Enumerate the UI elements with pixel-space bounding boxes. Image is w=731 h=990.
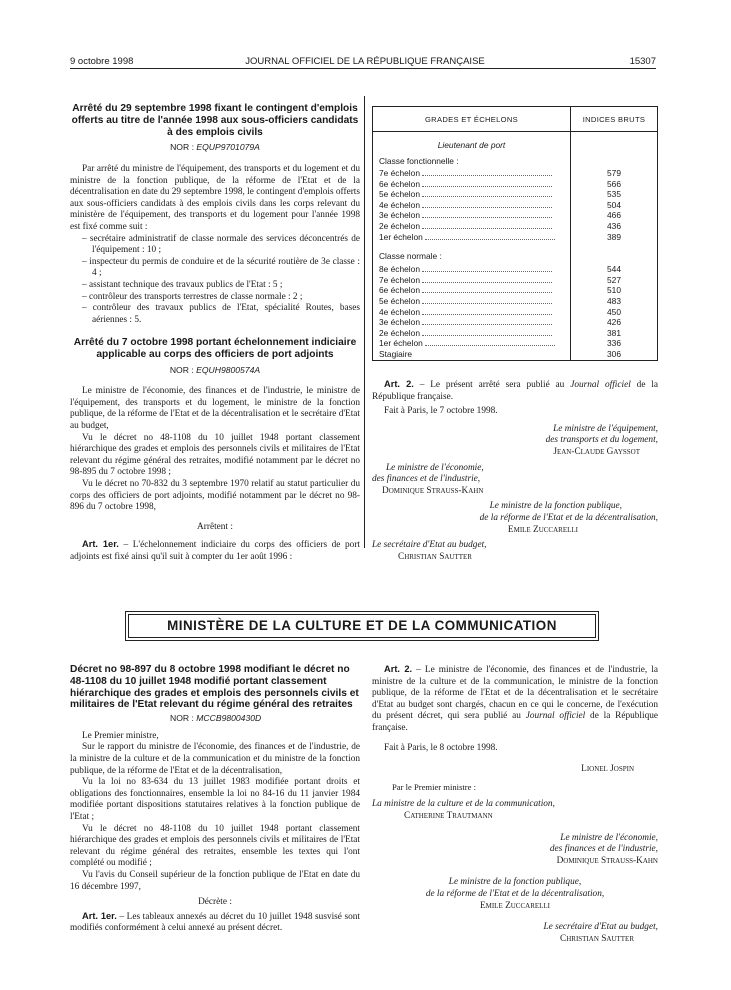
echelon-label xyxy=(373,210,571,221)
arrete-echelonnement xyxy=(70,337,360,564)
signatory-name: Emile Zuccarelli xyxy=(507,524,578,535)
table-row xyxy=(373,168,658,179)
arrete-echelonnement-nor xyxy=(70,365,360,377)
article-text: – Les tableaux annexés au décret du 10 juillet 1948 susvisé sont modifiés conformément à celui annexé au présent décret. xyxy=(70,911,360,934)
echelon-label xyxy=(373,179,571,190)
article-text: – L'échelonnement indiciaire du corps des officiers de port adjoints est fixé ainsi qu'il suit à compter du 1er août 1996 : xyxy=(70,540,361,562)
signatory-title: Le ministre de l'économie, xyxy=(386,462,484,473)
table-row xyxy=(373,307,658,318)
echelon-name: 7e échelon xyxy=(379,274,420,285)
signatory-name: Catherine Trautmann xyxy=(404,810,493,821)
paragraph: Vu le décret no 48-1108 du 10 juillet 1948 portant classement hiérarchique des grades et emplois des personnels civils et militaires de l'Etat relevant du régime général des retraites, modifié notamment par le décret no 98-895 du 7 octobre 1998 ; xyxy=(70,432,360,478)
echelon-name: 3e échelon xyxy=(379,210,420,221)
table-row xyxy=(373,328,658,339)
echelon-name: 2e échelon xyxy=(379,327,420,338)
leader-dots xyxy=(422,271,552,272)
leader-dots xyxy=(422,228,552,229)
signature-block xyxy=(372,833,658,868)
indices-table xyxy=(372,106,658,361)
echelon-name: 5e échelon xyxy=(379,189,420,200)
indice-value: 535 xyxy=(571,189,658,200)
leader-dots xyxy=(422,282,552,283)
prime-minister-name: Lionel Jospin xyxy=(581,764,634,775)
arretent: Arrêtent : xyxy=(197,521,233,532)
indice-value: 466 xyxy=(571,210,658,221)
signatory-title: Le ministre de l'économie, xyxy=(560,832,658,843)
nor-label: NOR : xyxy=(170,142,194,153)
arrete-contingent-intro: Par arrêté du ministre de l'équipement, des transports et du logement et du ministre de la fonction publique, de la réforme de l'Etat et de la décentralisation en date du 29 septembre 1998, le contingent d'emplois offerts aux sous-officiers candidats à des emplois civils dans les corps relevant du ministère de l'équipement, des transports et du logement pour l'année 1998 est fixé comme suit : xyxy=(70,163,360,232)
journal-name: Journal officiel xyxy=(570,380,631,390)
signatory-title: des transports et du logement, xyxy=(545,435,658,446)
echelon-label xyxy=(373,168,571,179)
article-text: de la République française. xyxy=(372,711,658,733)
echelon-label xyxy=(373,349,571,360)
table-row xyxy=(373,275,658,286)
echelon-name: 6e échelon xyxy=(379,178,420,189)
signatory-name: Christian Sautter xyxy=(560,933,634,944)
fait-a-paris: Fait à Paris, le 8 octobre 1998. xyxy=(384,742,498,753)
leader-dots xyxy=(425,345,555,346)
signatory-title: Le ministre de la fonction publique, xyxy=(448,877,582,888)
indice-value: 389 xyxy=(571,232,658,243)
signatory-title: de la réforme de l'Etat et de la décentralisation, xyxy=(425,888,605,899)
indice-value: 527 xyxy=(571,275,658,286)
leader-dots xyxy=(422,335,552,336)
paragraph: Vu le décret no 48-1108 du 10 juillet 1948 portant classement hiérarchique des grades et emplois des personnels civils et militaires de l'Etat relevant du régime général des retraites, ensemble les textes qui l'ont complété ou modifié ; xyxy=(70,823,360,869)
fait-a-paris: Fait à Paris, le 7 octobre 1998. xyxy=(384,406,498,417)
table-row xyxy=(373,221,658,232)
echelon-label xyxy=(373,200,571,211)
indice-value: 381 xyxy=(571,328,658,339)
table-group-row xyxy=(373,242,658,264)
signature-block xyxy=(372,463,658,498)
paragraph: Vu le décret no 70-832 du 3 septembre 1970 relatif au statut particulier du corps des officiers de port adjoints, modifié notamment par le décret no 98-896 du 7 octobre 1998, xyxy=(70,478,360,513)
table-row xyxy=(373,232,658,243)
echelon-name: 3e échelon xyxy=(379,317,420,328)
table-grade: Lieutenant de port xyxy=(373,132,571,153)
echelon-label xyxy=(373,221,571,232)
leader-dots xyxy=(422,217,552,218)
paragraph: Le ministre de l'économie, des finances et de l'industrie, le ministre de l'équipement, des transports et du logement, le ministre de la fonction publique, de la réforme de l'Etat et de la décentralisation et le secrétaire d'Etat au budget, xyxy=(70,386,360,431)
table-group: Classe fonctionnelle : xyxy=(373,152,571,168)
signatory-name: Emile Zuccarelli xyxy=(479,900,551,911)
signatory-title: Le secrétaire d'Etat au budget, xyxy=(543,922,658,933)
leader-dots xyxy=(422,186,552,187)
indice-value: 544 xyxy=(571,264,658,275)
table-row xyxy=(373,179,658,190)
indice-value: 450 xyxy=(571,307,658,318)
table-header-grades: GRADES ET ÉCHELONS xyxy=(373,107,571,132)
echelon-label xyxy=(373,317,571,328)
nor-label: NOR : xyxy=(170,713,194,724)
leader-dots xyxy=(425,239,555,240)
echelon-label xyxy=(373,275,571,286)
echelon-label xyxy=(373,285,571,296)
indice-value: 579 xyxy=(571,168,658,179)
signatory-title: La ministre de la culture et de la communication, xyxy=(372,799,555,810)
echelon-label xyxy=(373,328,571,339)
article-label: Art. 1er. xyxy=(82,910,117,921)
echelon-label xyxy=(373,264,571,275)
echelon-label xyxy=(373,232,571,243)
decret-title: Décret no 98-897 du 8 octobre 1998 modifiant le décret no 48-1108 du 10 juillet 1948 modifié portant classement hiérarchique des grades et emplois des personnels civils et militaires de l'Etat relevant du régime général des retraites xyxy=(70,664,359,711)
nor-label: NOR : xyxy=(169,364,194,375)
signatory-name: Dominique Strauss-Kahn xyxy=(382,485,484,496)
echelon-label xyxy=(373,189,571,200)
nor-code: EQUH9800574A xyxy=(196,364,261,375)
article-1 xyxy=(70,539,360,563)
echelon-name: 8e échelon xyxy=(379,264,420,275)
echelon-name: Stagiaire xyxy=(379,348,413,359)
leader-dots xyxy=(422,314,552,315)
arrete-echelonnement-title: Arrêté du 7 octobre 1998 portant échelonnement indiciaire applicable au corps des officiers de port adjoints xyxy=(73,337,357,360)
arrete-echelonnement-end xyxy=(372,379,658,563)
header-page-number: 15307 xyxy=(629,56,656,67)
table-group: Classe normale : xyxy=(373,242,571,264)
arrete-contingent-title: Arrêté du 29 septembre 1998 fixant le contingent d'emplois offerts au titre de l'année 1998 aux sous-officiers candidats à des emplois civils xyxy=(71,103,359,138)
indice-value: 504 xyxy=(571,200,658,211)
echelon-label xyxy=(373,307,571,318)
signatory-title: Le ministre de l'équipement, xyxy=(553,423,658,434)
echelon-name: 1er échelon xyxy=(379,338,423,349)
arrete-contingent-nor xyxy=(70,142,360,154)
article-2 xyxy=(372,664,658,735)
indice-value: 436 xyxy=(571,221,658,232)
decrete: Décrète : xyxy=(198,897,232,908)
table-row xyxy=(373,264,658,275)
leader-dots xyxy=(422,207,552,208)
signatory-title: Le ministre de la fonction publique, xyxy=(489,501,622,512)
table-row xyxy=(373,296,658,307)
arrete-contingent xyxy=(70,103,360,326)
article-text: – Le présent arrêté sera publié au xyxy=(413,380,571,390)
header-rule xyxy=(70,68,656,69)
list-item: – contrôleur des travaux publics de l'Etat, spécialité Routes, bases aériennes : 5. xyxy=(70,303,360,326)
leader-dots xyxy=(422,324,552,325)
echelon-label xyxy=(373,296,571,307)
table-header-indices: INDICES BRUTS xyxy=(571,107,658,132)
echelon-name: 6e échelon xyxy=(379,285,420,296)
signatory-title: de la réforme de l'Etat et de la décentralisation, xyxy=(479,512,658,523)
signature-block xyxy=(372,877,658,912)
article-1 xyxy=(70,911,360,935)
indice-value: 426 xyxy=(571,317,658,328)
table-row xyxy=(373,189,658,200)
leader-dots xyxy=(422,303,552,304)
table-row xyxy=(373,200,658,211)
table-row xyxy=(373,338,658,349)
article-label: Art. 2. xyxy=(384,664,413,674)
article-2 xyxy=(372,379,658,403)
signature-block xyxy=(372,424,658,459)
decret-nor xyxy=(70,713,360,725)
paragraph: Sur le rapport du ministre de l'économie, des finances et de l'industrie, de la ministre de la culture et de la communication et du ministre de la fonction publique, de la réforme de l'Etat et de la décentralisation, xyxy=(70,742,360,776)
table-row xyxy=(373,349,658,360)
echelon-name: 7e échelon xyxy=(379,168,420,178)
echelon-name: 1er échelon xyxy=(379,231,423,242)
nor-code: MCCB9800430D xyxy=(196,713,262,724)
contingent-list xyxy=(70,234,360,327)
decret xyxy=(70,664,360,935)
signatory-name: Dominique Strauss-Kahn xyxy=(556,855,658,866)
leader-dots xyxy=(422,196,552,197)
signature-block xyxy=(372,501,658,536)
signatory-title: des finances et de l'industrie, xyxy=(372,474,481,485)
par-le-premier-ministre: Par le Premier ministre : xyxy=(392,781,477,792)
leader-dots xyxy=(422,292,552,293)
signature-block xyxy=(372,540,658,563)
signature-block xyxy=(372,922,658,945)
indice-value: 510 xyxy=(571,285,658,296)
nor-code: EQUP9701079A xyxy=(196,142,260,153)
signatory-name: Christian Sautter xyxy=(398,551,472,562)
indice-value: 566 xyxy=(571,179,658,190)
echelon-name: 5e échelon xyxy=(379,295,420,306)
echelon-name: 2e échelon xyxy=(379,220,420,231)
list-item: – inspecteur du permis de conduire et de la sécurité routière de 3e classe : 4 ; xyxy=(70,257,360,280)
article-text: de la République française. xyxy=(372,380,659,402)
paragraph: Vu l'avis du Conseil supérieur de la fonction publique de l'Etat en date du 16 décembre 1997, xyxy=(70,869,360,892)
list-item: – contrôleur des transports terrestres de classe normale : 2 ; xyxy=(70,292,360,304)
header-date: 9 octobre 1998 xyxy=(70,56,134,67)
echelon-label xyxy=(373,338,571,349)
article-label: Art. 1er. xyxy=(82,539,119,550)
decret-end xyxy=(372,664,658,945)
indice-value: 336 xyxy=(571,338,658,349)
list-item: – assistant technique des travaux publics de l'Etat : 5 ; xyxy=(70,280,360,292)
ministry-banner: MINISTÈRE DE LA CULTURE ET DE LA COMMUNICATION xyxy=(128,614,596,638)
signatory-name: Jean-Claude Gayssot xyxy=(553,446,640,457)
article-text: – Le ministre de l'économie, des finances et de l'industrie, la ministre de la culture et de la communication, le ministre de la fonction publique, de la réforme de l'Etat et de la décentralisation et le secrétaire d'Etat au budget sont chargés, chacun en ce qui le concerne, de l'exécution du présent décret, qui sera publié au xyxy=(372,665,658,722)
column-divider xyxy=(364,96,365,548)
echelon-name: 4e échelon xyxy=(379,306,420,317)
indice-value: 306 xyxy=(571,349,658,360)
table-row xyxy=(373,210,658,221)
indice-value: 483 xyxy=(571,296,658,307)
header-journal: JOURNAL OFFICIEL DE LA RÉPUBLIQUE FRANÇAISE xyxy=(245,56,485,67)
leader-dots xyxy=(422,175,552,176)
signature-block xyxy=(372,799,658,822)
journal-name: Journal officiel xyxy=(525,711,586,722)
list-item: – secrétaire administratif de classe normale des services déconcentrés de l'équipement : 10 ; xyxy=(70,234,360,257)
table-row xyxy=(373,317,658,328)
signatory-title: Le secrétaire d'Etat au budget, xyxy=(372,540,487,551)
paragraph: Vu la loi no 83-634 du 13 juillet 1983 modifiée portant droits et obligations des fonctionnaires, ensemble la loi no 84-16 du 11 janvier 1984 modifiée portant dispositions statutaires relatives à la fonction publique de l'Etat ; xyxy=(70,777,360,822)
table-row xyxy=(373,285,658,296)
signatory-title: des finances et de l'industrie, xyxy=(549,844,658,855)
echelon-name: 4e échelon xyxy=(379,199,420,210)
paragraph: Le Premier ministre, xyxy=(82,730,159,741)
article-label: Art. 2. xyxy=(384,379,414,389)
